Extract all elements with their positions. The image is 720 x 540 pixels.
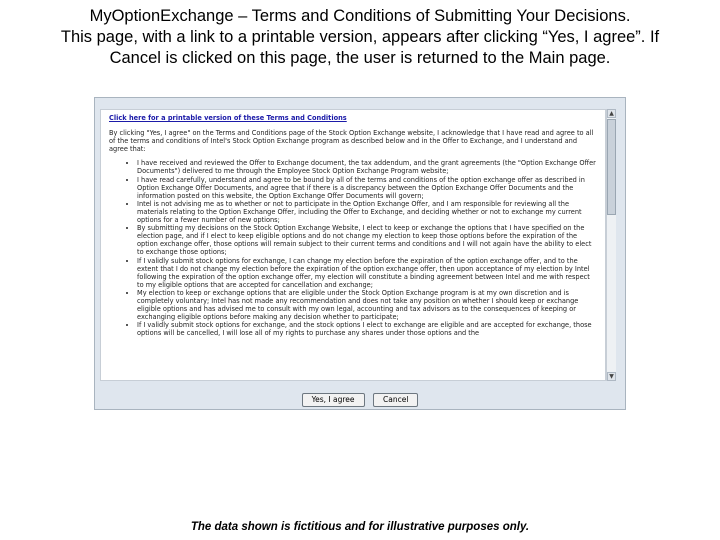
scrollbar-thumb[interactable]: [607, 119, 616, 215]
terms-list-item: • If I validly submit stock options for exchange, and the stock options I elect to exchange are eligible and are accepted for exchange, those options will be cancelled, I will lose all of my rights to purchase any shares under those options and the: [137, 321, 597, 337]
terms-dialog: [94, 97, 626, 410]
disclaimer-footnote: The data shown is fictitious and for illustrative purposes only.: [190, 521, 530, 533]
vertical-scrollbar[interactable]: [606, 109, 616, 381]
slide-heading: [0, 6, 720, 69]
dialog-button-row: [95, 389, 625, 407]
heading-line-2: This page, with a link to a printable version, appears after clicking “Yes, I agree”. If: [60, 28, 660, 46]
terms-list-item: • By submitting my decisions on the Stock Option Exchange Website, I elect to keep or exchange the options that I have specified on the election page, and if I elect to keep eligible options and do not change my election to keep those options before the expiration of the option exchange offer, those options will remain subject to their current terms and conditions and I will not again have the ability to elect to exchange those options;: [137, 224, 597, 256]
scroll-up-arrow-icon[interactable]: ▲: [607, 109, 616, 118]
terms-intro-text: By clicking "Yes, I agree" on the Terms and Conditions page of the Stock Option Exchange website, I acknowledge that I have read and agree to all of the terms and conditions of Intel's Stock Option Exchange program as described below and in the Offer to Exchange, and I understand and agree that:: [109, 129, 594, 154]
heading-line-3: Cancel is clicked on this page, the user is returned to the Main page.: [109, 49, 611, 67]
terms-list-item: • My election to keep or exchange options that are eligible under the Stock Option Exchange program is at my own discretion and is completely voluntary; Intel has not made any recommendation and does not take any position on whether I should keep or exchange eligible options and has advised me to consult with my own legal, accounting and tax advisors as to the consequences of keeping or exchanging eligible options before making any decision whether to participate;: [137, 289, 597, 321]
terms-list-item: • If I validly submit stock options for exchange, I can change my election before the expiration of the option exchange offer, and to the extent that I do not change my election before the expiration of the option exchange offer, then upon acceptance of my election by Intel following the expiration of the option exchange offer, my election will constitute a binding agreement between Intel and me with respect to my eligible options that are accepted for cancellation and exchange;: [137, 257, 597, 289]
terms-list-item: • I have read carefully, understand and agree to be bound by all of the terms and conditions of the option exchange offer as described in Option Exchange Offer Documents, and agree that if there is a discrepancy between the Option Exchange Offer Documents and the information posted on this website, the Option Exchange Offer Documents will govern;: [137, 176, 597, 200]
terms-content-pane[interactable]: [100, 109, 606, 381]
cancel-button[interactable]: Cancel: [373, 393, 418, 407]
terms-list-item: • Intel is not advising me as to whether or not to participate in the Option Exchange Offer, and I am responsible for reviewing all the materials relating to the Option Exchange Offer, including the Offer to Exchange, and deciding whether or not to exchange my current options for a fewer number of new options;: [137, 200, 597, 224]
scroll-down-arrow-icon[interactable]: ▼: [607, 372, 616, 381]
heading-line-1: MyOptionExchange – Terms and Conditions of Submitting Your Decisions.: [89, 7, 631, 25]
printable-version-link[interactable]: Click here for a printable version of these Terms and Conditions: [109, 114, 347, 122]
terms-list-item: • I have received and reviewed the Offer to Exchange document, the tax addendum, and the grant agreements (the "Option Exchange Offer Documents") delivered to me through the Employee Stock Option Exchange Program website;: [137, 159, 597, 175]
yes-agree-button[interactable]: Yes, I agree: [302, 393, 365, 407]
terms-list: [109, 159, 597, 337]
